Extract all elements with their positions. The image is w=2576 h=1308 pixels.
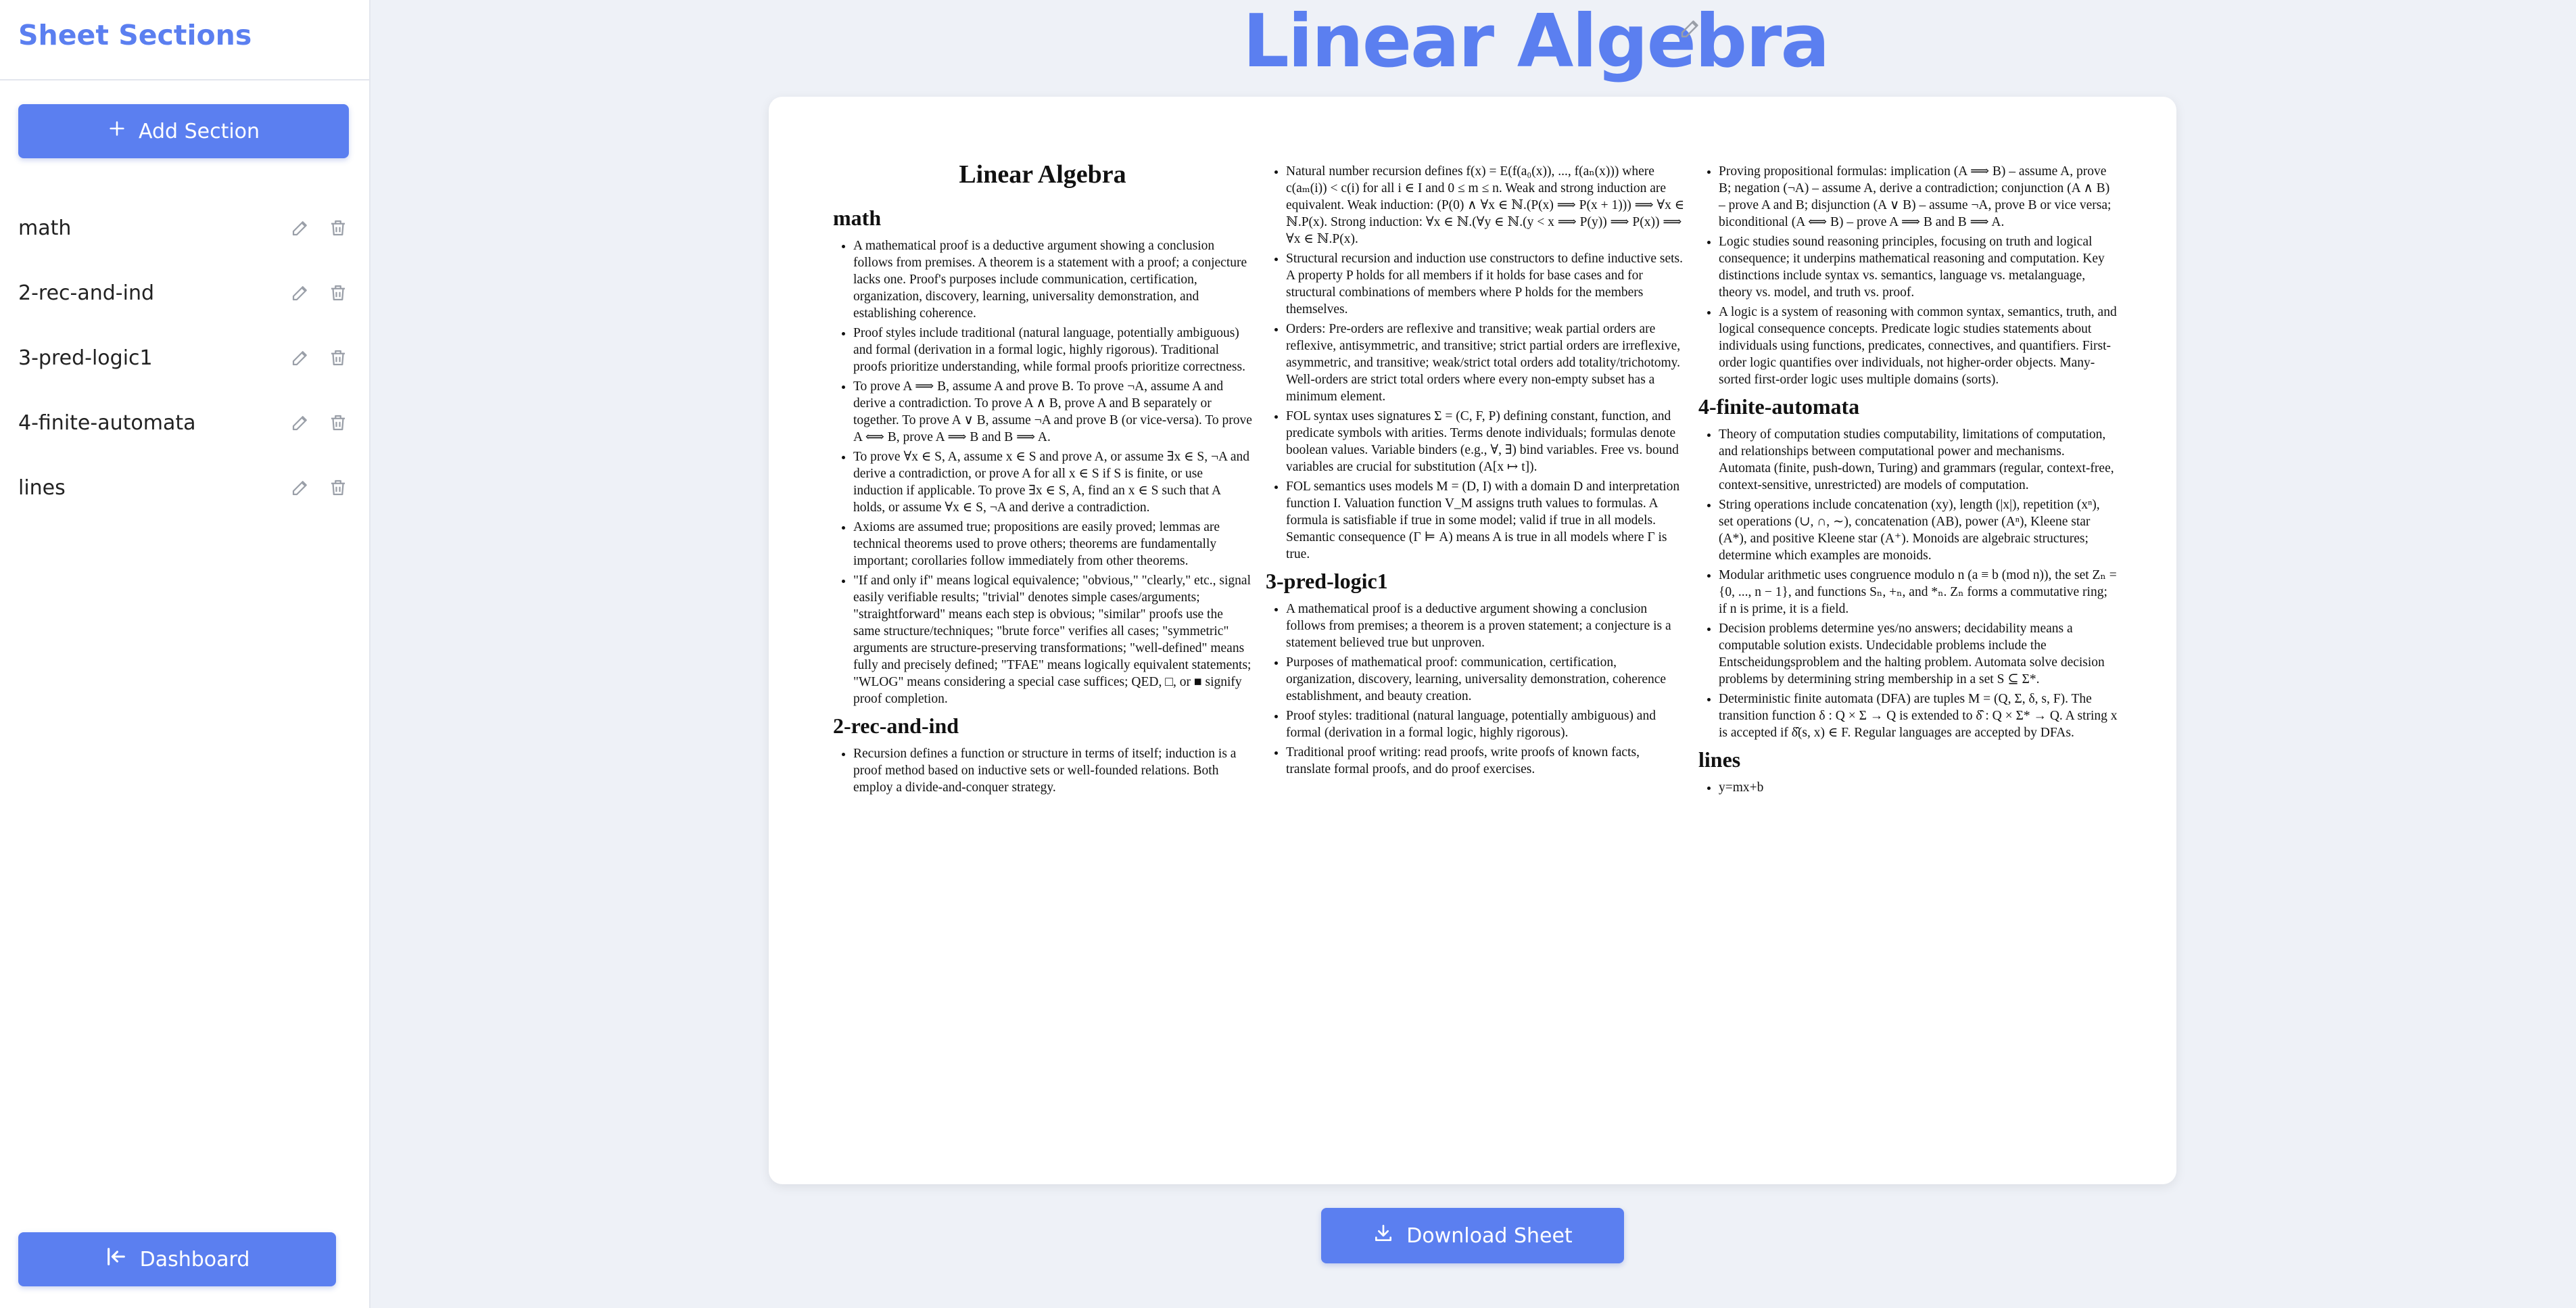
- sheet-bullet: • A mathematical proof is a deductive argument showing a conclusion follows from premises. A theorem is a statement with a proof; a conjecture lacks one. Proof's purposes include communication, certification, organization, discovery, learning, universality demonstration, and establishing coherence.: [853, 237, 1252, 322]
- sheet-bullet: • FOL semantics uses models M = (D, I) with a domain D and interpretation function I. Valuation function V_M assigns truth values to formulas. A formula is satisfiable if true in some model; valid if true in all models. Semantic consequence (Γ ⊨ A) means A is true in all models where Γ is true.: [1286, 478, 1685, 563]
- add-section-button[interactable]: [18, 104, 349, 158]
- sheet-bullet: • To prove A ⟹ B, assume A and prove B. To prove ¬A, assume A and derive a contradiction. To prove A ∧ B, prove A and B separately or together. To prove A ∨ B, assume ¬A and prove B (or vice-versa). To prove A ⟺ B, prove A ⟹ B and B ⟹ A.: [853, 378, 1252, 446]
- section-label: 3-pred-logic1: [18, 346, 153, 370]
- trash-icon[interactable]: [327, 281, 350, 304]
- arrow-left-to-line-icon: [105, 1245, 128, 1274]
- sheet-bullet: • "If and only if" means logical equivalence; "obvious," "clearly," etc., signal easily verifiable results; "trivial" denotes simple cases/arguments; "straightforward" means each step is obvious; "similar" proofs use the same structure/techniques; "brute force" verifies all cases; "symmetric" arguments are structure-preserving transformations; "well-defined" means fully and precisely defined; "TFAE" means logically equivalent statements; "WLOG" means considering a special case suffices; QED, □, or ■ signify proof completion.: [853, 572, 1252, 707]
- sidebar-item-math[interactable]: [18, 208, 350, 248]
- sheet-section-heading: math: [833, 206, 882, 230]
- sheet-bullet: • y=mx+b: [1719, 779, 2118, 796]
- page-title: Linear Algebra: [1243, 0, 1829, 84]
- sheet-bullet: • Theory of computation studies computability, limitations of computation, and relationships between computational power and mechanisms. Automata (finite, push-down, Turing) and grammars (regular, context-free, context-sensitive, unrestricted) are models of computation.: [1719, 426, 2118, 494]
- sidebar: [0, 0, 371, 1308]
- sidebar-item-4-finite-automata[interactable]: [18, 402, 350, 443]
- sheet-bullet: • Decision problems determine yes/no answers; decidability means a computable solution exists. Undecidable problems include the Entscheidungsproblem and the halting problem. Automata solve decision problems by determining string membership in a set S ⊆ Σ*.: [1719, 620, 2118, 688]
- sheet-column-3: [1698, 163, 2118, 799]
- download-label: Download Sheet: [1406, 1223, 1573, 1248]
- sheet-section-heading: 3-pred-logic1: [1266, 569, 1388, 593]
- sheet-column-2: [1266, 163, 1685, 780]
- sheet-preview: [769, 97, 2176, 1184]
- dashboard-button[interactable]: [18, 1232, 336, 1286]
- dashboard-label: Dashboard: [139, 1247, 250, 1271]
- sidebar-divider: [0, 79, 371, 80]
- sidebar-item-3-pred-logic1[interactable]: [18, 337, 350, 378]
- sheet-bullet: • Orders: Pre-orders are reflexive and transitive; weak partial orders are reflexive, antisymmetric, and transitive; strict partial orders are irreflexive, asymmetric, and transitive; weak/strict total orders add totality/trichotomy. Well-orders are strict total orders where every non-empty subset has a minimum element.: [1286, 321, 1685, 405]
- add-section-label: Add Section: [138, 119, 260, 143]
- download-sheet-button[interactable]: [1321, 1208, 1624, 1263]
- sheet-bullet: • Deterministic finite automata (DFA) are tuples M = (Q, Σ, δ, s, F). The transition function δ : Q × Σ → Q is extended to δ̂ : Q × Σ* → Q. A string x is accepted if δ̂(s, x) ∈ F. Regular languages are accepted by DFAs.: [1719, 691, 2118, 741]
- sheet-bullet: • Proof styles include traditional (natural language, potentially ambiguous) and formal (derivation in a formal logic, highly rigorous). Traditional proofs prioritize understanding, while formal proofs prioritize correctness.: [853, 325, 1252, 375]
- sheet-section-heading: 2-rec-and-ind: [833, 714, 959, 738]
- edit-title-pencil-icon[interactable]: [1678, 16, 1702, 43]
- sheet-section-heading: 4-finite-automata: [1698, 394, 1860, 419]
- sheet-bullet: • Recursion defines a function or structure in terms of itself; induction is a proof method based on inductive sets or well-founded relations. Both employ a divide-and-conquer strategy.: [853, 745, 1252, 796]
- section-label: math: [18, 216, 72, 240]
- sheet-bullet: • Modular arithmetic uses congruence modulo n (a ≡ b (mod n)), the set Zₙ = {0, ..., n − 1}, and functions Sₙ, +ₙ, and *ₙ. Zₙ forms a commutative ring; if n is prime, it is a field.: [1719, 567, 2118, 617]
- sheet-section-heading: lines: [1698, 747, 1741, 772]
- pencil-icon[interactable]: [289, 216, 312, 239]
- sheet-bullet: • To prove ∀x ∈ S, A, assume x ∈ S and prove A, or assume ∃x ∈ S, ¬A and derive a contradiction, or prove A for all x ∈ S if S is finite, or use induction if applicable. To prove ∃x ∈ S, A, find an x ∈ S such that A holds, or assume ∀x ∈ S, ¬A and derive a contradiction.: [853, 448, 1252, 516]
- pencil-icon[interactable]: [289, 346, 312, 369]
- plus-icon: [108, 119, 126, 143]
- sidebar-item-lines[interactable]: [18, 467, 350, 508]
- sheet-bullet: • A mathematical proof is a deductive argument showing a conclusion follows from premises; a theorem is a proven statement; a conjecture is a statement believed true but unproven.: [1286, 601, 1685, 651]
- sheet-bullet: • Purposes of mathematical proof: communication, certification, organization, discovery, learning, universality demonstration, coherence establishment, and beauty creation.: [1286, 654, 1685, 705]
- sidebar-item-2-rec-and-ind[interactable]: [18, 273, 350, 313]
- trash-icon[interactable]: [327, 346, 350, 369]
- sidebar-title: Sheet Sections: [18, 19, 252, 51]
- trash-icon[interactable]: [327, 216, 350, 239]
- trash-icon[interactable]: [327, 411, 350, 434]
- sheet-title: Linear Algebra: [959, 160, 1126, 189]
- pencil-icon[interactable]: [289, 476, 312, 499]
- sheet-bullet: • Logic studies sound reasoning principles, focusing on truth and logical consequence; it underpins mathematical reasoning and computation. Key distinctions include syntax vs. semantics, language vs. metalanguage, theory vs. model, and truth vs. proof.: [1719, 233, 2118, 301]
- section-label: lines: [18, 475, 66, 500]
- sheet-bullet: • A logic is a system of reasoning with common syntax, semantics, truth, and logical consequence concepts. Predicate logic studies statements about individuals using functions, predicates, connectives, and quantifiers. First-order logic quantifies over individuals, not higher-order objects. Many-sorted first-order logic uses multiple domains (sorts).: [1719, 304, 2118, 388]
- trash-icon[interactable]: [327, 476, 350, 499]
- sheet-bullet: • Structural recursion and induction use constructors to define inductive sets. A property P holds for all members if it holds for base cases and for structural combinations of members where P holds for the members themselves.: [1286, 250, 1685, 318]
- sheet-bullet: • Axioms are assumed true; propositions are easily proved; lemmas are technical theorems used to prove others; theorems are fundamentally important; corollaries follow immediately from other theorems.: [853, 519, 1252, 569]
- sheet-bullet: • Traditional proof writing: read proofs, write proofs of known facts, translate formal proofs, and do proof exercises.: [1286, 744, 1685, 778]
- pencil-icon[interactable]: [289, 411, 312, 434]
- sheet-bullet: • Proof styles: traditional (natural language, potentially ambiguous) and formal (derivation in a formal logic, highly rigorous).: [1286, 707, 1685, 741]
- pencil-icon[interactable]: [289, 281, 312, 304]
- section-label: 4-finite-automata: [18, 411, 196, 435]
- sheet-column-1: [833, 159, 1252, 799]
- sheet-bullet: • Natural number recursion defines f(x) = E(f(a₀(x)), ..., f(aₙ(x))) where c(aₘ(i)) < c(i) for all i ∈ I and 0 ≤ m ≤ n. Weak and strong induction are equivalent. Weak induction: (P(0) ∧ ∀x ∈ ℕ.(P(x) ⟹ P(x + 1))) ⟹ ∀x ∈ ℕ.P(x). Strong induction: ∀x ∈ ℕ.(∀y ∈ ℕ.(y < x ⟹ P(y)) ⟹ P(x)) ⟹ ∀x ∈ ℕ.P(x).: [1286, 163, 1685, 248]
- sheet-bullet: • Proving propositional formulas: implication (A ⟹ B) – assume A, prove B; negation (¬A) – assume A, derive a contradiction; conjunction (A ∧ B) – prove A and B; disjunction (A ∨ B) – assume ¬A, prove B or vice versa; biconditional (A ⟺ B) – prove A ⟹ B and B ⟹ A.: [1719, 163, 2118, 231]
- sheet-bullet: • String operations include concatenation (xy), length (|x|), repetition (xⁿ), set operations (∪, ∩, ∼), concatenation (AB), power (Aⁿ), Kleene star (A*), and positive Kleene star (A⁺). Monoids are algebraic structures; determine which examples are monoids.: [1719, 496, 2118, 564]
- section-label: 2-rec-and-ind: [18, 281, 155, 305]
- download-icon: [1373, 1222, 1394, 1249]
- sheet-bullet: • FOL syntax uses signatures Σ = (C, F, P) defining constant, function, and predicate symbols with arities. Terms denote individuals; formulas denote boolean values. Variable binders (e.g., ∀, ∃) bind variables. Free vs. bound variables are crucial for substitution (A[x ↦ t]).: [1286, 408, 1685, 475]
